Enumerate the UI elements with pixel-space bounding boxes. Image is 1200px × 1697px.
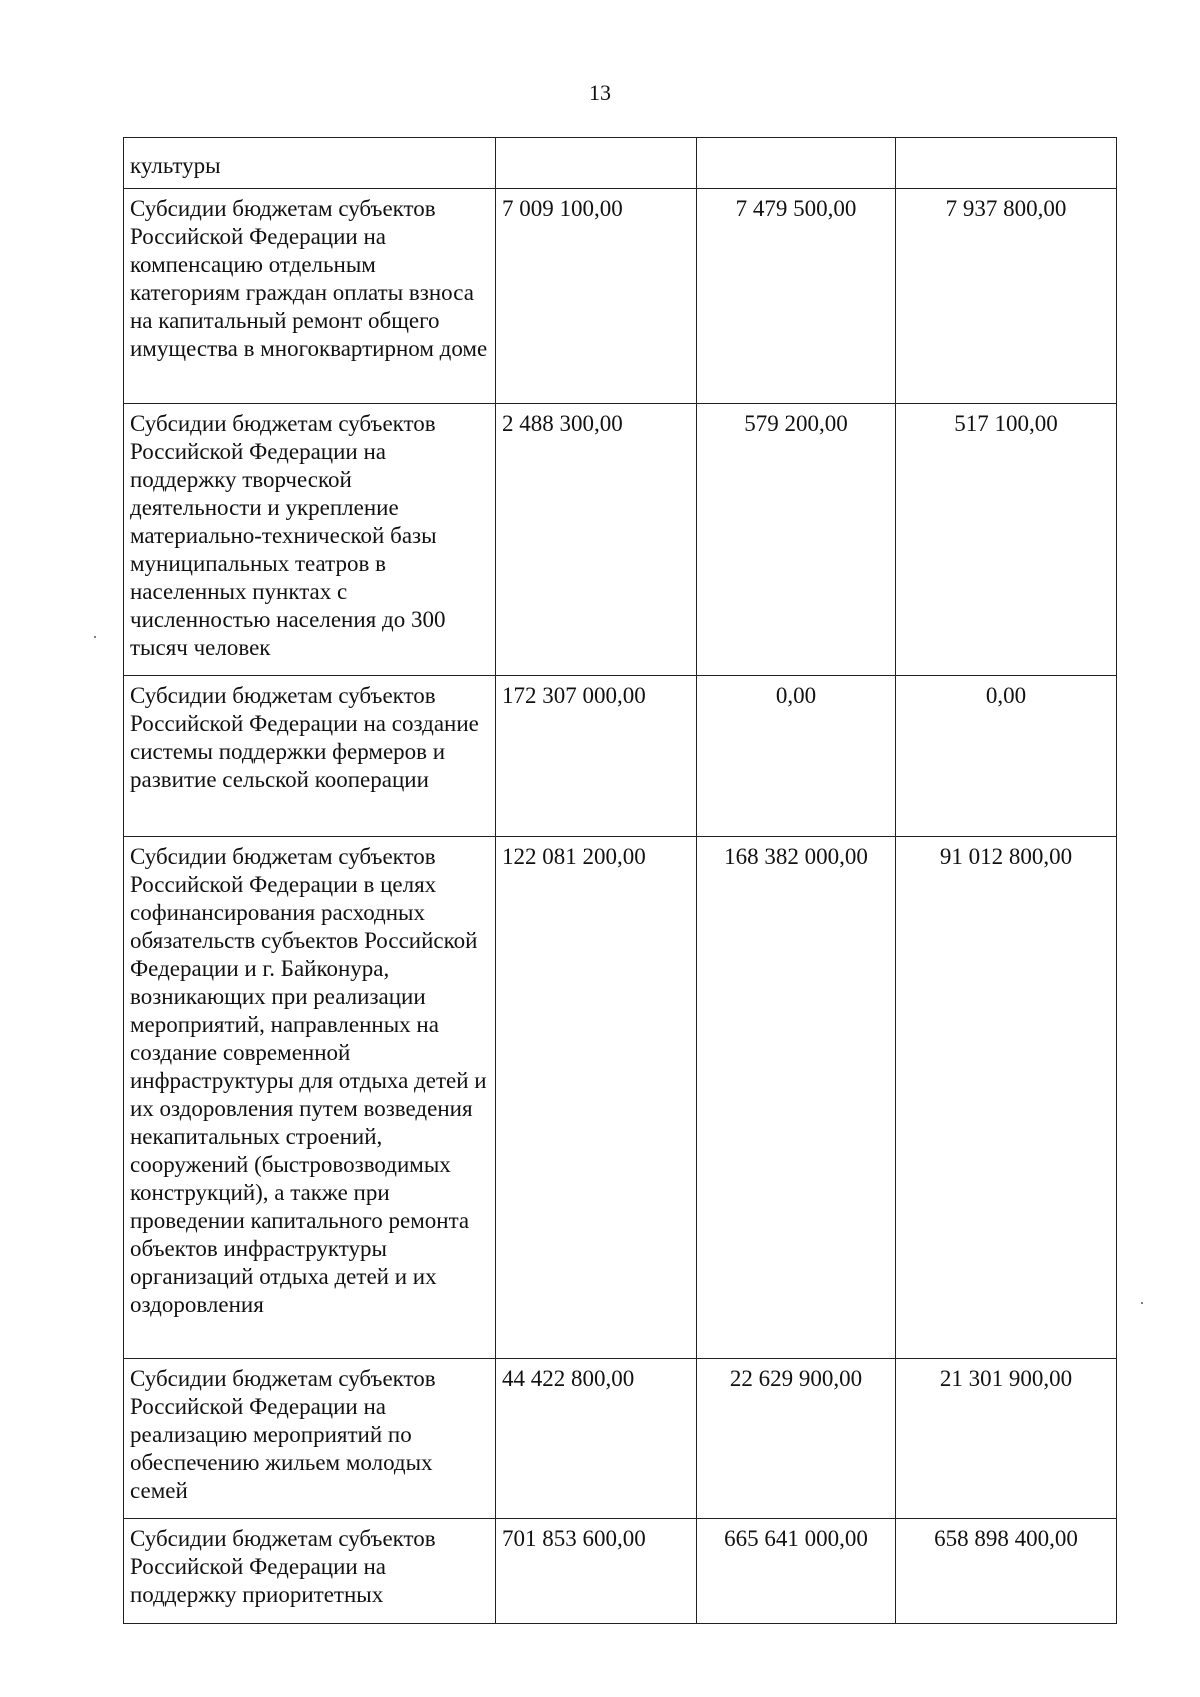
amount-year-2: 579 200,00: [697, 404, 896, 676]
amount-year-2: 22 629 900,00: [697, 1359, 896, 1519]
table-row: [124, 189, 1117, 404]
scan-speck: [94, 636, 96, 638]
page-number: 13: [589, 80, 611, 105]
amount-year-2: [697, 138, 896, 189]
table-row: [124, 837, 1117, 1359]
amount-year-1: 44 422 800,00: [496, 1359, 697, 1519]
amount-year-1: 122 081 200,00: [496, 837, 697, 1359]
amount-year-3: 91 012 800,00: [896, 837, 1117, 1359]
amount-year-3: 517 100,00: [896, 404, 1117, 676]
amount-year-3: 7 937 800,00: [896, 189, 1117, 404]
amount-year-2: 0,00: [697, 676, 896, 837]
amount-year-1: 172 307 000,00: [496, 676, 697, 837]
table-row: [124, 676, 1117, 837]
amount-year-1: 2 488 300,00: [496, 404, 697, 676]
scan-speck: [1141, 1302, 1143, 1304]
row-description: Субсидии бюджетам субъектов Российской Федерации на создание системы поддержки фермеров и развитие сельской кооперации: [124, 676, 496, 837]
amount-year-2: 7 479 500,00: [697, 189, 896, 404]
row-description: Субсидии бюджетам субъектов Российской Федерации на поддержку приоритетных: [124, 1519, 496, 1624]
amount-year-3: 658 898 400,00: [896, 1519, 1117, 1624]
amount-year-1: 701 853 600,00: [496, 1519, 697, 1624]
table-row: [124, 1519, 1117, 1624]
row-description: Субсидии бюджетам субъектов Российской Федерации на компенсацию отдельным категориям граждан оплаты взноса на капитальный ремонт общего имущества в многоквартирном доме: [124, 189, 496, 404]
amount-year-3: 21 301 900,00: [896, 1359, 1117, 1519]
budget-table: [123, 137, 1117, 1624]
amount-year-2: 168 382 000,00: [697, 837, 896, 1359]
row-description: культуры: [124, 138, 496, 189]
table-row: [124, 138, 1117, 189]
row-description: Субсидии бюджетам субъектов Российской Федерации на реализацию мероприятий по обеспечению жильем молодых семей: [124, 1359, 496, 1519]
table-row: [124, 404, 1117, 676]
row-description: Субсидии бюджетам субъектов Российской Федерации на поддержку творческой деятельности и укрепление материально-технической базы муниципальных театров в населенных пунктах с численностью населения до 300 тысяч человек: [124, 404, 496, 676]
table-row: [124, 1359, 1117, 1519]
amount-year-3: 0,00: [896, 676, 1117, 837]
amount-year-1: 7 009 100,00: [496, 189, 697, 404]
amount-year-2: 665 641 000,00: [697, 1519, 896, 1624]
row-description: Субсидии бюджетам субъектов Российской Федерации в целях софинансирования расходных обязательств субъектов Российской Федерации и г. Байконура, возникающих при реализации мероприятий, направленных на создание современной инфраструктуры для отдыха детей и их оздоровления путем возведения некапитальных строений, сооружений (быстровозводимых конструкций), а также при проведении капитального ремонта объектов инфраструктуры организаций отдыха детей и их оздоровления: [124, 837, 496, 1359]
amount-year-3: [896, 138, 1117, 189]
amount-year-1: [496, 138, 697, 189]
